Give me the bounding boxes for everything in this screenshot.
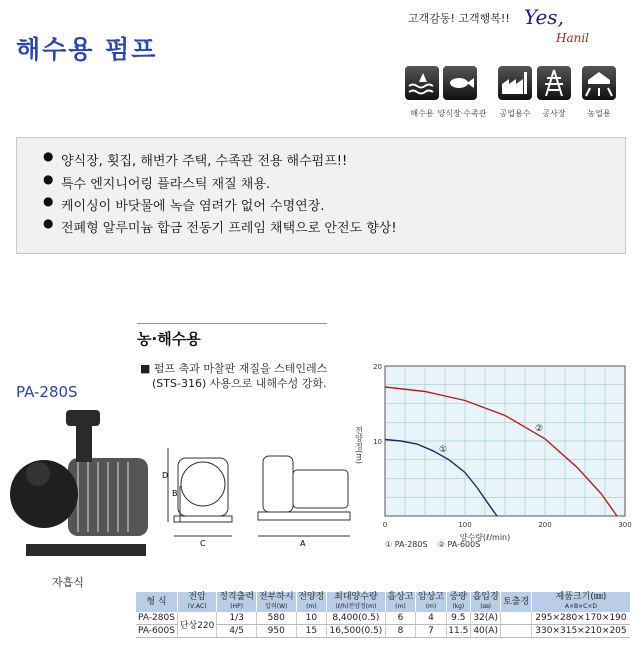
pump-caption: 자흡식 [52,576,84,589]
use-label: 공업용수 [499,109,531,118]
table-cell: 6 [385,612,416,625]
table-cell: 15 [296,625,327,638]
svg-text:Yes,: Yes, [524,5,564,29]
table-cell: 7 [416,625,447,638]
header-main: 압상고 [417,592,444,602]
table-header-cell [136,592,177,612]
y-tick-label: 10 [373,438,382,446]
dim-label: C [200,539,206,548]
table-cell [501,612,532,625]
material-note: (STS-316) 사용으로 내해수성 강화. [152,377,327,390]
feature-box [16,137,626,254]
header-unit: A×B×C×D [564,603,598,610]
table-header-cell [217,592,257,612]
table-cell: 4 [416,612,447,625]
x-tick-label: 300 [618,521,632,529]
header-main: 정격출력 [219,592,255,602]
header-main: 형 식 [146,596,167,607]
table-cell: 330×315×210×205 [531,625,630,638]
legend-item: ② PA-600S [437,540,481,549]
series-marker-label: ① [439,444,448,455]
table-cell: PA-600S [136,625,177,638]
header-unit: (kg) [452,603,465,610]
model-label: PA-280S [16,383,78,401]
dimension-drawing [158,436,358,554]
x-tick-label: 0 [382,521,388,529]
table-cell: 40(A) [470,625,501,638]
table-header-cell [177,592,216,612]
table-cell: 11.5 [446,625,470,638]
table-cell: 8 [385,625,416,638]
table-header-cell [470,592,501,612]
factory-icon [498,66,532,100]
feature-item: ● 전폐형 알루미늄 합금 전동기 프레임 채택으로 안전도 향상! [61,217,397,236]
page-title: 해수용 펌프 [16,35,158,64]
spec-table [136,592,630,638]
table-header-cell [416,592,447,612]
use-label: 양식장·수족관 [437,109,487,118]
y-axis-label: 전양정(m) [354,426,364,465]
use-label: 공사장 [542,109,566,118]
table-cell: 10 [296,612,327,625]
table-cell [501,625,532,638]
header-main: 흡입경 [472,592,499,602]
header-unit: (HP) [230,603,244,610]
header-main: 흡상고 [387,592,414,602]
feature-item: ● 특수 엔지니어링 플라스틱 재질 채용. [61,173,270,192]
dim-label: D [162,471,169,480]
table-header-cell [501,592,532,612]
use-label: 해수용 [410,109,434,118]
table-cell: 단상220 [177,612,216,638]
table-cell: 1/3 [217,612,257,625]
x-tick-label: 200 [538,521,552,529]
table-cell: 295×280×170×190 [531,612,630,625]
table-cell: 950 [256,625,296,638]
svg-text:Hanil: Hanil [556,31,590,45]
table-header-cell [531,592,630,612]
table-cell: PA-280S [136,612,177,625]
chart-legend [385,540,480,549]
header-main: 전부하시 [258,592,294,602]
table-header-cell [256,592,296,612]
table-cell: 8,400(0.5) [327,612,386,625]
x-tick-label: 100 [458,521,472,529]
header-main: 최대양수량 [334,592,378,602]
header-main: 중량 [449,592,467,602]
power-tower-icon [537,66,571,100]
table-header-row [136,592,630,612]
section-heading: 농·해수용 [137,330,201,348]
header-unit: (m) [306,603,317,610]
performance-chart [345,356,640,556]
pump-photo [6,404,156,572]
table-cell: 4/5 [217,625,257,638]
legend-item: ① PA-280S [385,540,428,549]
use-label: 농업용 [587,109,611,118]
fish-icon [443,66,477,100]
x-axis-label: 양수량(ℓ/min) [459,533,511,542]
slogan: 고객감동! 고객행복!! [408,12,510,25]
dim-label: B [172,489,178,498]
table-cell: 16,500(0.5) [327,625,386,638]
header-main: 토출경 [503,596,530,607]
header-main: 전양정 [298,592,325,602]
header-main: 제품크기(㎜) [555,592,607,602]
table-row [136,612,630,625]
table-header-cell [296,592,327,612]
material-note: ■ 펌프 축과 마찰판 재질을 스테인레스 [140,362,328,375]
header-unit: 입력(W) [265,603,288,610]
section-rule [137,323,327,324]
y-tick-label: 20 [373,363,382,371]
header-unit: (m) [425,603,437,610]
series-marker-label: ② [535,423,544,434]
feature-item: ● 케이싱이 바닷물에 녹슬 염려가 없어 수명연장. [61,195,324,214]
table-cell: 32(A) [470,612,501,625]
farm-icon [582,66,616,100]
table-header-cell [327,592,386,612]
table-header-cell [446,592,470,612]
dim-label: A [300,539,306,548]
header-main: 전압 [188,592,206,602]
feature-item: ● 양식장, 횟집, 해변가 주택, 수족관 전용 해수펌프!! [61,150,347,169]
header-unit: (㎜) [480,603,491,610]
header-unit: (m) [395,603,406,610]
table-cell: 9.5 [446,612,470,625]
table-cell: 580 [256,612,296,625]
sea-water-icon [405,66,439,100]
brand-logo [520,2,620,48]
table-header-cell [385,592,416,612]
header-unit: (V,AC) [187,603,207,610]
header-unit: (ℓ/h)전양정(m) [335,603,377,610]
